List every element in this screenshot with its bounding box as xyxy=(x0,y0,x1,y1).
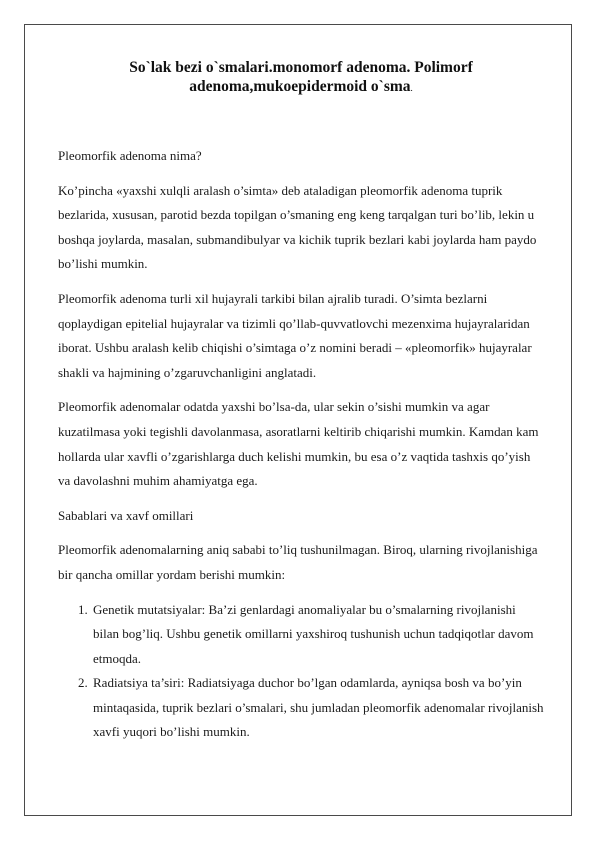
paragraph-prognosis: Pleomorfik adenomalar odatda yaxshi bo’lsa-da, ular sekin o’sishi mumkin va agar kuzatilmasa yoki tegishli davolanmasa, asoratlarni keltirib chiqarishi mumkin. Kamdan kam hollarda ular xavfli o’zgarishlarga duch kelishi mumkin, bu esa o’z vaqtida tashxis qo’yish va davolashni muhim ahamiyatga ega. xyxy=(58,399,539,489)
list-item-radiation: 2. Radiatsiya ta’siri: Radiatsiyaga duchor bo’lgan odamlarda, ayniqsa bosh va bo’yin mintaqasida, tuprik bezlari o’smalari, shu jumladan pleomorfik adenomalar rivojlanish xavfi yuqori bo’lishi mumkin. xyxy=(91,671,544,745)
document-title xyxy=(58,58,544,98)
title-text: So`lak bezi o`smalari.monomorf adenoma. Polimorf adenoma,mukoepidermoid o`sma xyxy=(129,59,473,95)
paragraph-causes-intro: Pleomorfik adenomalarning aniq sababi to’liq tushunilmagan. Biroq, ularning rivojlanishiga bir qancha omillar yordam berishi mumkin: xyxy=(58,542,538,582)
document-body xyxy=(58,58,544,745)
section-heading-causes: Sabablari va xavf omillari xyxy=(58,507,194,523)
risk-factors-list xyxy=(58,598,544,746)
section-heading-what-is: Pleomorfik adenoma nima? xyxy=(58,148,202,163)
title-tail: . xyxy=(410,83,413,93)
paragraph-intro: Ko’pincha «yaxshi xulqli aralash o’simta» deb ataladigan pleomorfik adenoma tuprik bezlarida, xususan, parotid bezda topilgan o’smaning eng keng tarqalgan turi bo’lib, lekin u boshqa joylarda, masalan, submandibulyar va kichik tuprik bezlari kabi joylarda ham paydo bo’lishi mumkin. xyxy=(58,182,537,272)
list-item-genetic: 1. Genetik mutatsiyalar: Ba’zi genlardagi anomaliyalar bu o’smalarning rivojlanishi bilan bog’liq. Ushbu genetik omillarni yaxshiroq tushunish uchun tadqiqotlar davom etmoqda. xyxy=(91,598,544,672)
paragraph-composition: Pleomorfik adenoma turli xil hujayrali tarkibi bilan ajralib turadi. O’simta bezlarni qoplaydigan epitelial hujayralar va tizimli qo’llab-quvvatlovchi mezenxima hujayralaridan iborat. Ushbu aralash kelib chiqishi o’simtaga o’z nomini beradi – «pleomorfik» hujayralar shakli va hajmining o’zgaruvchanligini anglatadi. xyxy=(58,290,532,380)
